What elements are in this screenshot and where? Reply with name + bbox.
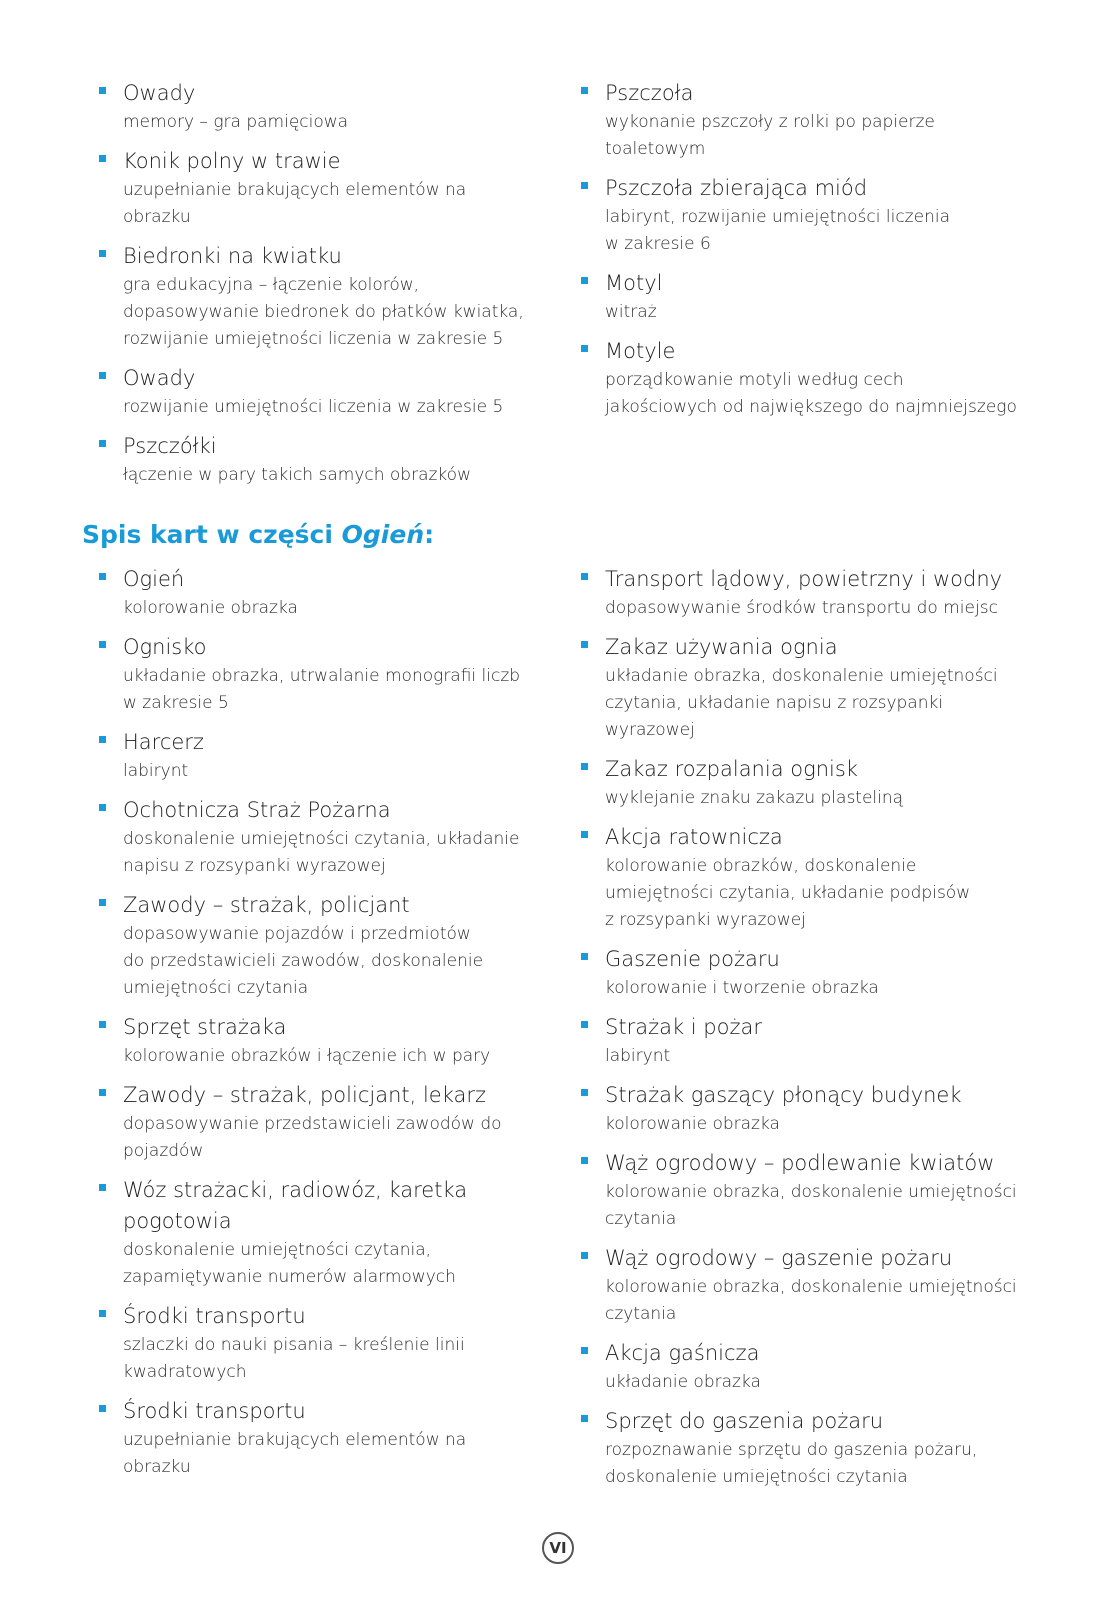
- list-item: [97, 795, 547, 880]
- square-bullet-icon: [581, 831, 588, 838]
- square-bullet-icon: [581, 953, 588, 960]
- square-bullet-icon: [99, 1089, 106, 1096]
- list-item: [579, 944, 1039, 1002]
- item-title: Akcja ratownicza: [605, 825, 783, 849]
- list-item: [97, 1301, 547, 1386]
- list-item: [97, 78, 547, 136]
- item-description: wykonanie pszczoły z rolki po papierze toaletowym: [605, 112, 935, 159]
- square-bullet-icon: [581, 1347, 588, 1354]
- item-description: kolorowanie obrazka: [605, 1114, 780, 1134]
- item-title: Ochotnicza Straż Pożarna: [123, 798, 391, 822]
- item-description: labirynt, rozwijanie umiejętności liczenia w zakresie 6: [605, 207, 950, 254]
- item-title: Sprzęt strażaka: [123, 1015, 287, 1039]
- list-item: [579, 1148, 1039, 1233]
- square-bullet-icon: [99, 1184, 106, 1191]
- item-description: układanie obrazka, utrwalanie monografii liczb w zakresie 5: [123, 666, 521, 713]
- square-bullet-icon: [99, 87, 106, 94]
- item-description: doskonalenie umiejętności czytania, układanie napisu z rozsypanki wyrazowej: [123, 829, 520, 876]
- item-description: memory – gra pamięciowa: [123, 112, 349, 132]
- list-item: [579, 1243, 1039, 1328]
- item-description: labirynt: [123, 761, 189, 781]
- item-description: dopasowywanie przedstawicieli zawodów do pojazdów: [123, 1114, 502, 1161]
- square-bullet-icon: [581, 1415, 588, 1422]
- item-title: Sprzęt do gaszenia pożaru: [605, 1409, 884, 1433]
- item-description: układanie obrazka, doskonalenie umiejętności czytania, układanie napisu z rozsypanki wyrazowej: [605, 666, 998, 740]
- item-title: Biedronki na kwiatku: [123, 244, 342, 268]
- list-item: [579, 754, 1039, 812]
- heading-emphasis: Ogień: [341, 520, 425, 549]
- item-title: Owady: [123, 366, 196, 390]
- square-bullet-icon: [99, 250, 106, 257]
- item-title: Harcerz: [123, 730, 204, 754]
- item-description: kolorowanie obrazków, doskonalenie umiejętności czytania, układanie podpisów z rozsypanki wyrazowej: [605, 856, 971, 930]
- item-description: kolorowanie obrazka, doskonalenie umiejętności czytania: [605, 1182, 1017, 1229]
- list-item: [579, 1012, 1039, 1070]
- page-number-badge: VI: [542, 1532, 574, 1564]
- list-item: [97, 1012, 547, 1070]
- square-bullet-icon: [99, 804, 106, 811]
- square-bullet-icon: [99, 899, 106, 906]
- item-title: Gaszenie pożaru: [605, 947, 780, 971]
- item-title: Środki transportu: [123, 1304, 306, 1328]
- item-description: układanie obrazka: [605, 1372, 761, 1392]
- list-item: [97, 564, 547, 622]
- fire-list-right: [579, 564, 1039, 1501]
- item-title: Zakaz używania ognia: [605, 635, 838, 659]
- square-bullet-icon: [581, 1157, 588, 1164]
- square-bullet-icon: [99, 1405, 106, 1412]
- item-description: szlaczki do nauki pisania – kreślenie linii kwadratowych: [123, 1335, 465, 1382]
- list-item: [97, 727, 547, 785]
- square-bullet-icon: [99, 736, 106, 743]
- item-description: łączenie w pary takich samych obrazków: [123, 465, 471, 485]
- square-bullet-icon: [581, 1021, 588, 1028]
- item-title: Zawody – strażak, policjant, lekarz: [123, 1083, 487, 1107]
- item-title: Zawody – strażak, policjant: [123, 893, 410, 917]
- square-bullet-icon: [581, 573, 588, 580]
- square-bullet-icon: [99, 1021, 106, 1028]
- item-description: dopasowywanie środków transportu do miejsc: [605, 598, 998, 618]
- square-bullet-icon: [99, 573, 106, 580]
- square-bullet-icon: [581, 1089, 588, 1096]
- item-description: labirynt: [605, 1046, 671, 1066]
- item-title: Wąż ogrodowy – gaszenie pożaru: [605, 1246, 953, 1270]
- square-bullet-icon: [581, 87, 588, 94]
- item-title: Ogień: [123, 567, 185, 591]
- item-title: Strażak gaszący płonący budynek: [605, 1083, 962, 1107]
- square-bullet-icon: [581, 641, 588, 648]
- item-description: kolorowanie obrazków i łączenie ich w pary: [123, 1046, 491, 1066]
- item-description: kolorowanie obrazka, doskonalenie umiejętności czytania: [605, 1277, 1017, 1324]
- item-title: Transport lądowy, powietrzny i wodny: [605, 567, 1003, 591]
- list-item: [579, 564, 1039, 622]
- item-title: Motyle: [605, 339, 676, 363]
- top-list-right: [579, 78, 1039, 431]
- square-bullet-icon: [99, 1310, 106, 1317]
- square-bullet-icon: [99, 440, 106, 447]
- item-description: uzupełnianie brakujących elementów na obrazku: [123, 180, 467, 227]
- item-description: uzupełnianie brakujących elementów na obrazku: [123, 1430, 467, 1477]
- item-description: rozwijanie umiejętności liczenia w zakresie 5: [123, 397, 504, 417]
- list-item: [579, 1406, 1039, 1491]
- item-title: Konik polny w trawie: [123, 149, 341, 173]
- item-title: Motyl: [605, 271, 663, 295]
- heading-suffix: :: [424, 520, 435, 549]
- list-item: [579, 78, 1039, 163]
- item-description: kolorowanie obrazka: [123, 598, 298, 618]
- square-bullet-icon: [581, 345, 588, 352]
- item-title: Ognisko: [123, 635, 207, 659]
- list-item: [97, 146, 547, 231]
- top-list-left: [97, 78, 547, 499]
- item-description: kolorowanie i tworzenie obrazka: [605, 978, 879, 998]
- list-item: [579, 268, 1039, 326]
- item-title: Owady: [123, 81, 196, 105]
- list-item: [97, 1396, 547, 1481]
- list-item: [97, 1080, 547, 1165]
- list-item: [579, 1080, 1039, 1138]
- heading-prefix: Spis kart w części: [82, 520, 342, 549]
- item-description: witraż: [605, 302, 657, 322]
- section-heading-fire: [82, 520, 434, 549]
- list-item: [579, 632, 1039, 744]
- list-item: [579, 173, 1039, 258]
- list-item: [97, 890, 547, 1002]
- item-description: rozpoznawanie sprzętu do gaszenia pożaru, doskonalenie umiejętności czytania: [605, 1440, 978, 1487]
- list-item: [97, 632, 547, 717]
- item-title: Zakaz rozpalania ognisk: [605, 757, 858, 781]
- item-title: Pszczółki: [123, 434, 217, 458]
- list-item: [579, 1338, 1039, 1396]
- list-item: [579, 336, 1039, 421]
- item-description: porządkowanie motyli według cech jakościowych od największego do najmniejszego: [605, 370, 1017, 417]
- item-title: Pszczoła: [605, 81, 694, 105]
- item-title: Strażak i pożar: [605, 1015, 763, 1039]
- list-item: [97, 241, 547, 353]
- fire-list-left: [97, 564, 547, 1491]
- item-description: dopasowywanie pojazdów i przedmiotów do przedstawicieli zawodów, doskonalenie umiejętności czytania: [123, 924, 484, 998]
- item-description: doskonalenie umiejętności czytania, zapamiętywanie numerów alarmowych: [123, 1240, 456, 1287]
- item-title: Wąż ogrodowy – podlewanie kwiatów: [605, 1151, 995, 1175]
- square-bullet-icon: [581, 1252, 588, 1259]
- item-title: Środki transportu: [123, 1399, 306, 1423]
- square-bullet-icon: [581, 277, 588, 284]
- square-bullet-icon: [99, 155, 106, 162]
- square-bullet-icon: [99, 372, 106, 379]
- item-title: Wóz strażacki, radiowóz, karetka pogotowia: [123, 1178, 468, 1233]
- item-description: wyklejanie znaku zakazu plasteliną: [605, 788, 904, 808]
- square-bullet-icon: [99, 641, 106, 648]
- item-title: Pszczoła zbierająca miód: [605, 176, 868, 200]
- item-description: gra edukacyjna – łączenie kolorów, dopasowywanie biedronek do płatków kwiatka, rozwijanie umiejętności liczenia w zakresie 5: [123, 275, 524, 349]
- square-bullet-icon: [581, 763, 588, 770]
- list-item: [97, 431, 547, 489]
- square-bullet-icon: [581, 182, 588, 189]
- list-item: [579, 822, 1039, 934]
- list-item: [97, 363, 547, 421]
- item-title: Akcja gaśnicza: [605, 1341, 760, 1365]
- list-item: [97, 1175, 547, 1291]
